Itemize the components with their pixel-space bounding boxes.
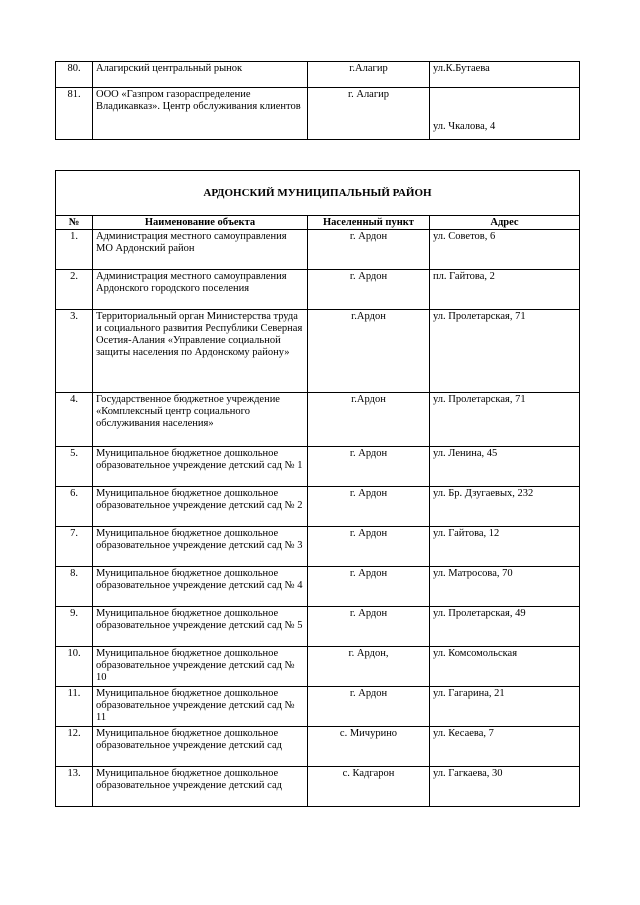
address: ул. Кесаева, 7: [430, 727, 580, 767]
row-number: 2.: [56, 270, 93, 310]
settlement: г. Ардон: [308, 487, 430, 527]
address: ул. Пролетарская, 49: [430, 607, 580, 647]
row-number: 81.: [56, 88, 93, 140]
table-row: [56, 270, 580, 310]
address: ул. Гайтова, 12: [430, 527, 580, 567]
settlement: г. Ардон,: [308, 647, 430, 687]
previous-region-table: [55, 61, 580, 140]
row-number: 80.: [56, 62, 93, 88]
table-row: [56, 567, 580, 607]
object-name: Территориальный орган Министерства труда и социального развития Республики Северная Осетия-Алания «Управление социальной защиты населения по Ардонскому району»: [93, 310, 308, 393]
settlement: г.Ардон: [308, 310, 430, 393]
settlement: г. Ардон: [308, 567, 430, 607]
row-number: 4.: [56, 393, 93, 447]
header-settlement: Населенный пункт: [308, 216, 430, 230]
object-name: Государственное бюджетное учреждение «Комплексный центр социального обслуживания населения»: [93, 393, 308, 447]
address: ул. Пролетарская, 71: [430, 310, 580, 393]
table-row: [56, 310, 580, 393]
row-number: 7.: [56, 527, 93, 567]
address: ул. Матросова, 70: [430, 567, 580, 607]
row-number: 3.: [56, 310, 93, 393]
object-name: ООО «Газпром газораспределение Владикавказ». Центр обслуживания клиентов: [93, 88, 308, 140]
address: ул. Советов, 6: [430, 230, 580, 270]
address: ул. Ленина, 45: [430, 447, 580, 487]
object-name: Муниципальное бюджетное дошкольное образовательное учреждение детский сад № 4: [93, 567, 308, 607]
object-name: Муниципальное бюджетное дошкольное образовательное учреждение детский сад: [93, 727, 308, 767]
object-name: Администрация местного самоуправления Ардонского городского поселения: [93, 270, 308, 310]
settlement: г. Ардон: [308, 607, 430, 647]
address: ул. Гагарина, 21: [430, 687, 580, 727]
table-row: [56, 62, 580, 88]
table-row: [56, 447, 580, 487]
row-number: 5.: [56, 447, 93, 487]
object-name: Муниципальное бюджетное дошкольное образовательное учреждение детский сад № 2: [93, 487, 308, 527]
row-number: 6.: [56, 487, 93, 527]
settlement: г.Ардон: [308, 393, 430, 447]
object-name: Алагирский центральный рынок: [93, 62, 308, 88]
settlement: г. Ардон: [308, 527, 430, 567]
row-number: 8.: [56, 567, 93, 607]
table-row: [56, 527, 580, 567]
object-name: Муниципальное бюджетное дошкольное образовательное учреждение детский сад № 3: [93, 527, 308, 567]
settlement: г.Алагир: [308, 62, 430, 88]
object-name: Муниципальное бюджетное дошкольное образовательное учреждение детский сад № 11: [93, 687, 308, 727]
region-title: АРДОНСКИЙ МУНИЦИПАЛЬНЫЙ РАЙОН: [56, 171, 580, 216]
object-name: Муниципальное бюджетное дошкольное образовательное учреждение детский сад № 10: [93, 647, 308, 687]
row-number: 11.: [56, 687, 93, 727]
row-number: 1.: [56, 230, 93, 270]
object-name: Администрация местного самоуправления МО Ардонский район: [93, 230, 308, 270]
settlement: с. Мичурино: [308, 727, 430, 767]
table-row: [56, 88, 580, 140]
header-address: Адрес: [430, 216, 580, 230]
row-number: 13.: [56, 767, 93, 807]
object-name: Муниципальное бюджетное дошкольное образовательное учреждение детский сад № 5: [93, 607, 308, 647]
ardon-region-table: [55, 170, 580, 807]
address: ул. Комсомольская: [430, 647, 580, 687]
table-row: [56, 767, 580, 807]
address: ул. Бр. Дзугаевых, 232: [430, 487, 580, 527]
object-name: Муниципальное бюджетное дошкольное образовательное учреждение детский сад № 1: [93, 447, 308, 487]
address: ул. Пролетарская, 71: [430, 393, 580, 447]
header-name: Наименование объекта: [93, 216, 308, 230]
settlement: с. Кадгарон: [308, 767, 430, 807]
table-row: [56, 230, 580, 270]
table-row: [56, 647, 580, 687]
table-row: [56, 687, 580, 727]
table-row: [56, 487, 580, 527]
settlement: г. Ардон: [308, 447, 430, 487]
settlement: г. Ардон: [308, 270, 430, 310]
row-number: 10.: [56, 647, 93, 687]
settlement: г. Ардон: [308, 230, 430, 270]
settlement: г. Ардон: [308, 687, 430, 727]
row-number: 12.: [56, 727, 93, 767]
settlement: г. Алагир: [308, 88, 430, 140]
header-number: №: [56, 216, 93, 230]
table-row: [56, 607, 580, 647]
address: ул. Чкалова, 4: [430, 88, 580, 140]
address: ул.К.Бутаева: [430, 62, 580, 88]
address: пл. Гайтова, 2: [430, 270, 580, 310]
table-row: [56, 393, 580, 447]
table-row: [56, 727, 580, 767]
object-name: Муниципальное бюджетное дошкольное образовательное учреждение детский сад: [93, 767, 308, 807]
row-number: 9.: [56, 607, 93, 647]
address: ул. Гагкаева, 30: [430, 767, 580, 807]
